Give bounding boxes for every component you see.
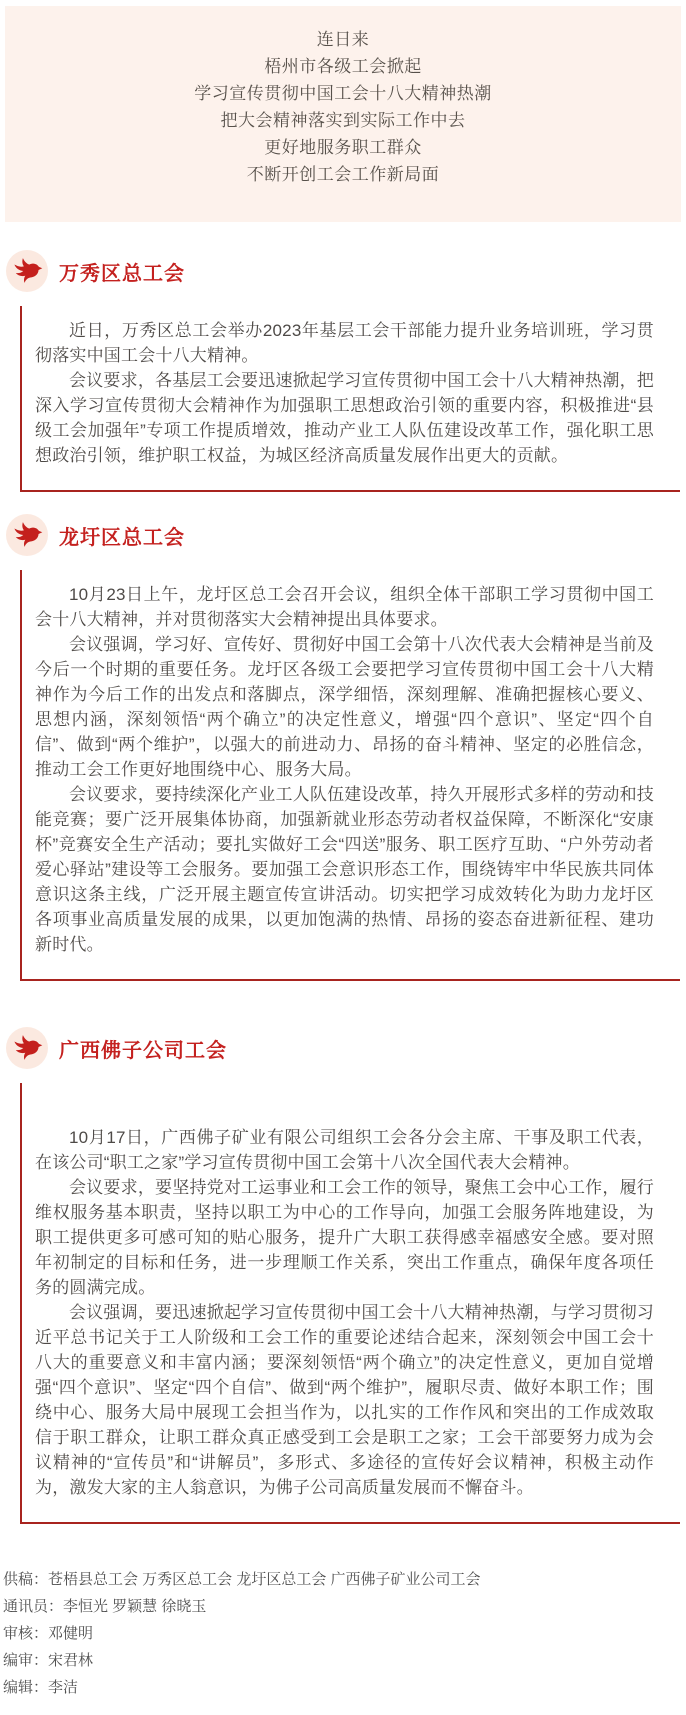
paragraph: 会议强调，学习好、宣传好、贯彻好中国工会第十八次代表大会精神是当前及今后一个时期的重要任务。龙圩区各级工会要把学习宣传贯彻中国工会十八大精神作为今后工作的出发点和落脚点，深学细悟，深刻理解、准确把握核心要义、思想内涵，深刻领悟“两个确立”的决定性意义，增强“四个意识”、坚定“四个自信”、做到“两个维护”，以强大的前进动力、昂扬的奋斗精神、坚定的必胜信念，推动工会工作更好地围绕中心、服务大局。 <box>35 635 654 779</box>
credits-footer <box>3 1566 686 1701</box>
article-page <box>0 6 686 1701</box>
credit-contributors: 供稿：苍梧县总工会 万秀区总工会 龙圩区总工会 广西佛子矿业公司工会 <box>3 1571 481 1588</box>
credit-reviewer: 审核：邓健明 <box>3 1625 94 1642</box>
dove-icon <box>6 1027 48 1069</box>
section-body-wanxiu <box>20 306 680 492</box>
section-title: 万秀区总工会 <box>59 262 185 285</box>
credit-editor-reviewer: 编审：宋君林 <box>3 1652 94 1669</box>
slogan-line: 更好地服务职工群众 <box>264 138 422 157</box>
credit-correspondents: 通讯员：李恒光 罗颖慧 徐晓玉 <box>3 1598 207 1615</box>
dove-icon <box>6 250 48 292</box>
paragraph: 会议要求，要持续深化产业工人队伍建设改革，持久开展形式多样的劳动和技能竞赛；要广泛开展集体协商，加强新就业形态劳动者权益保障，不断深化“安康杯”竞赛安全生产活动；要扎实做好工会“四送”服务、职工医疗互助、“户外劳动者爱心驿站”建设等工会服务。要加强工会意识形态工作，围绕铸牢中华民族共同体意识这条主线，广泛开展主题宣传宣讲活动。切实把学习成效转化为助力龙圩区各项事业高质量发展的成果，以更加饱满的热情、昂扬的姿态奋进新征程、建功新时代。 <box>35 785 654 954</box>
slogan-line: 不断开创工会工作新局面 <box>246 165 440 184</box>
paragraph: 会议要求，各基层工会要迅速掀起学习宣传贯彻中国工会十八大精神热潮，把深入学习宣传贯彻大会精神作为加强职工思想政治引领的重要内容，积极推进“县级工会加强年”专项工作提质增效，推动产业工人队伍建设改革工作，强化职工思想政治引领，维护职工权益，为城区经济高质量发展作出更大的贡献。 <box>35 371 654 465</box>
paragraph: 会议强调，要迅速掀起学习宣传贯彻中国工会十八大精神热潮，与学习贯彻习近平总书记关于工人阶级和工会工作的重要论述结合起来，深刻领会中国工会十八大的重要意义和丰富内涵；要深刻领悟“两个确立”的决定性意义，更加自觉增强“四个意识”、坚定“四个自信”、做到“两个维护”，履职尽责、做好本职工作；围绕中心、服务大局中展现工会担当作为，以扎实的工作作风和突出的工作成效取信于职工群众，让职工群众真正感受到工会是职工之家；工会干部要努力成为会议精神的“宣传员”和“讲解员”，多形式、多途径的宣传好会议精神，积极主动作为，激发大家的主人翁意识，为佛子公司高质量发展而不懈奋斗。 <box>35 1303 654 1497</box>
slogan-line: 连日来 <box>316 30 370 49</box>
section-body-fozi <box>20 1083 680 1524</box>
paragraph: 近日，万秀区总工会举办2023年基层工会干部能力提升业务培训班，学习贯彻落实中国工会十八大精神。 <box>35 321 654 365</box>
paragraph: 10月23日上午，龙圩区总工会召开会议，组织全体干部职工学习贯彻中国工会十八大精神，并对贯彻落实大会精神提出具体要求。 <box>35 585 654 629</box>
section-header-fozi <box>0 1027 686 1069</box>
section-title: 龙圩区总工会 <box>59 526 185 549</box>
slogan-line: 把大会精神落实到实际工作中去 <box>220 111 466 130</box>
slogan-line: 学习宣传贯彻中国工会十八大精神热潮 <box>194 84 492 103</box>
section-header-wanxiu <box>0 250 686 292</box>
credit-editor: 编辑：李洁 <box>3 1679 79 1696</box>
section-body-longxu <box>20 570 680 981</box>
slogan-line: 梧州市各级工会掀起 <box>264 57 422 76</box>
slogan-banner <box>5 6 681 222</box>
section-header-longxu <box>0 514 686 556</box>
dove-icon <box>6 514 48 556</box>
paragraph: 10月17日，广西佛子矿业有限公司组织工会各分会主席、干事及职工代表，在该公司“职工之家”学习宣传贯彻中国工会第十八次全国代表大会精神。 <box>35 1128 654 1172</box>
section-title: 广西佛子公司工会 <box>59 1039 227 1062</box>
paragraph: 会议要求，要坚持党对工运事业和工会工作的领导，聚焦工会中心工作，履行维权服务基本职责，坚持以职工为中心的工作导向，加强工会服务阵地建设，为职工提供更多可感可知的贴心服务，提升广大职工获得感幸福感安全感。要对照年初制定的目标和任务，进一步理顺工作关系，突出工作重点，确保年度各项任务的圆满完成。 <box>35 1178 654 1297</box>
